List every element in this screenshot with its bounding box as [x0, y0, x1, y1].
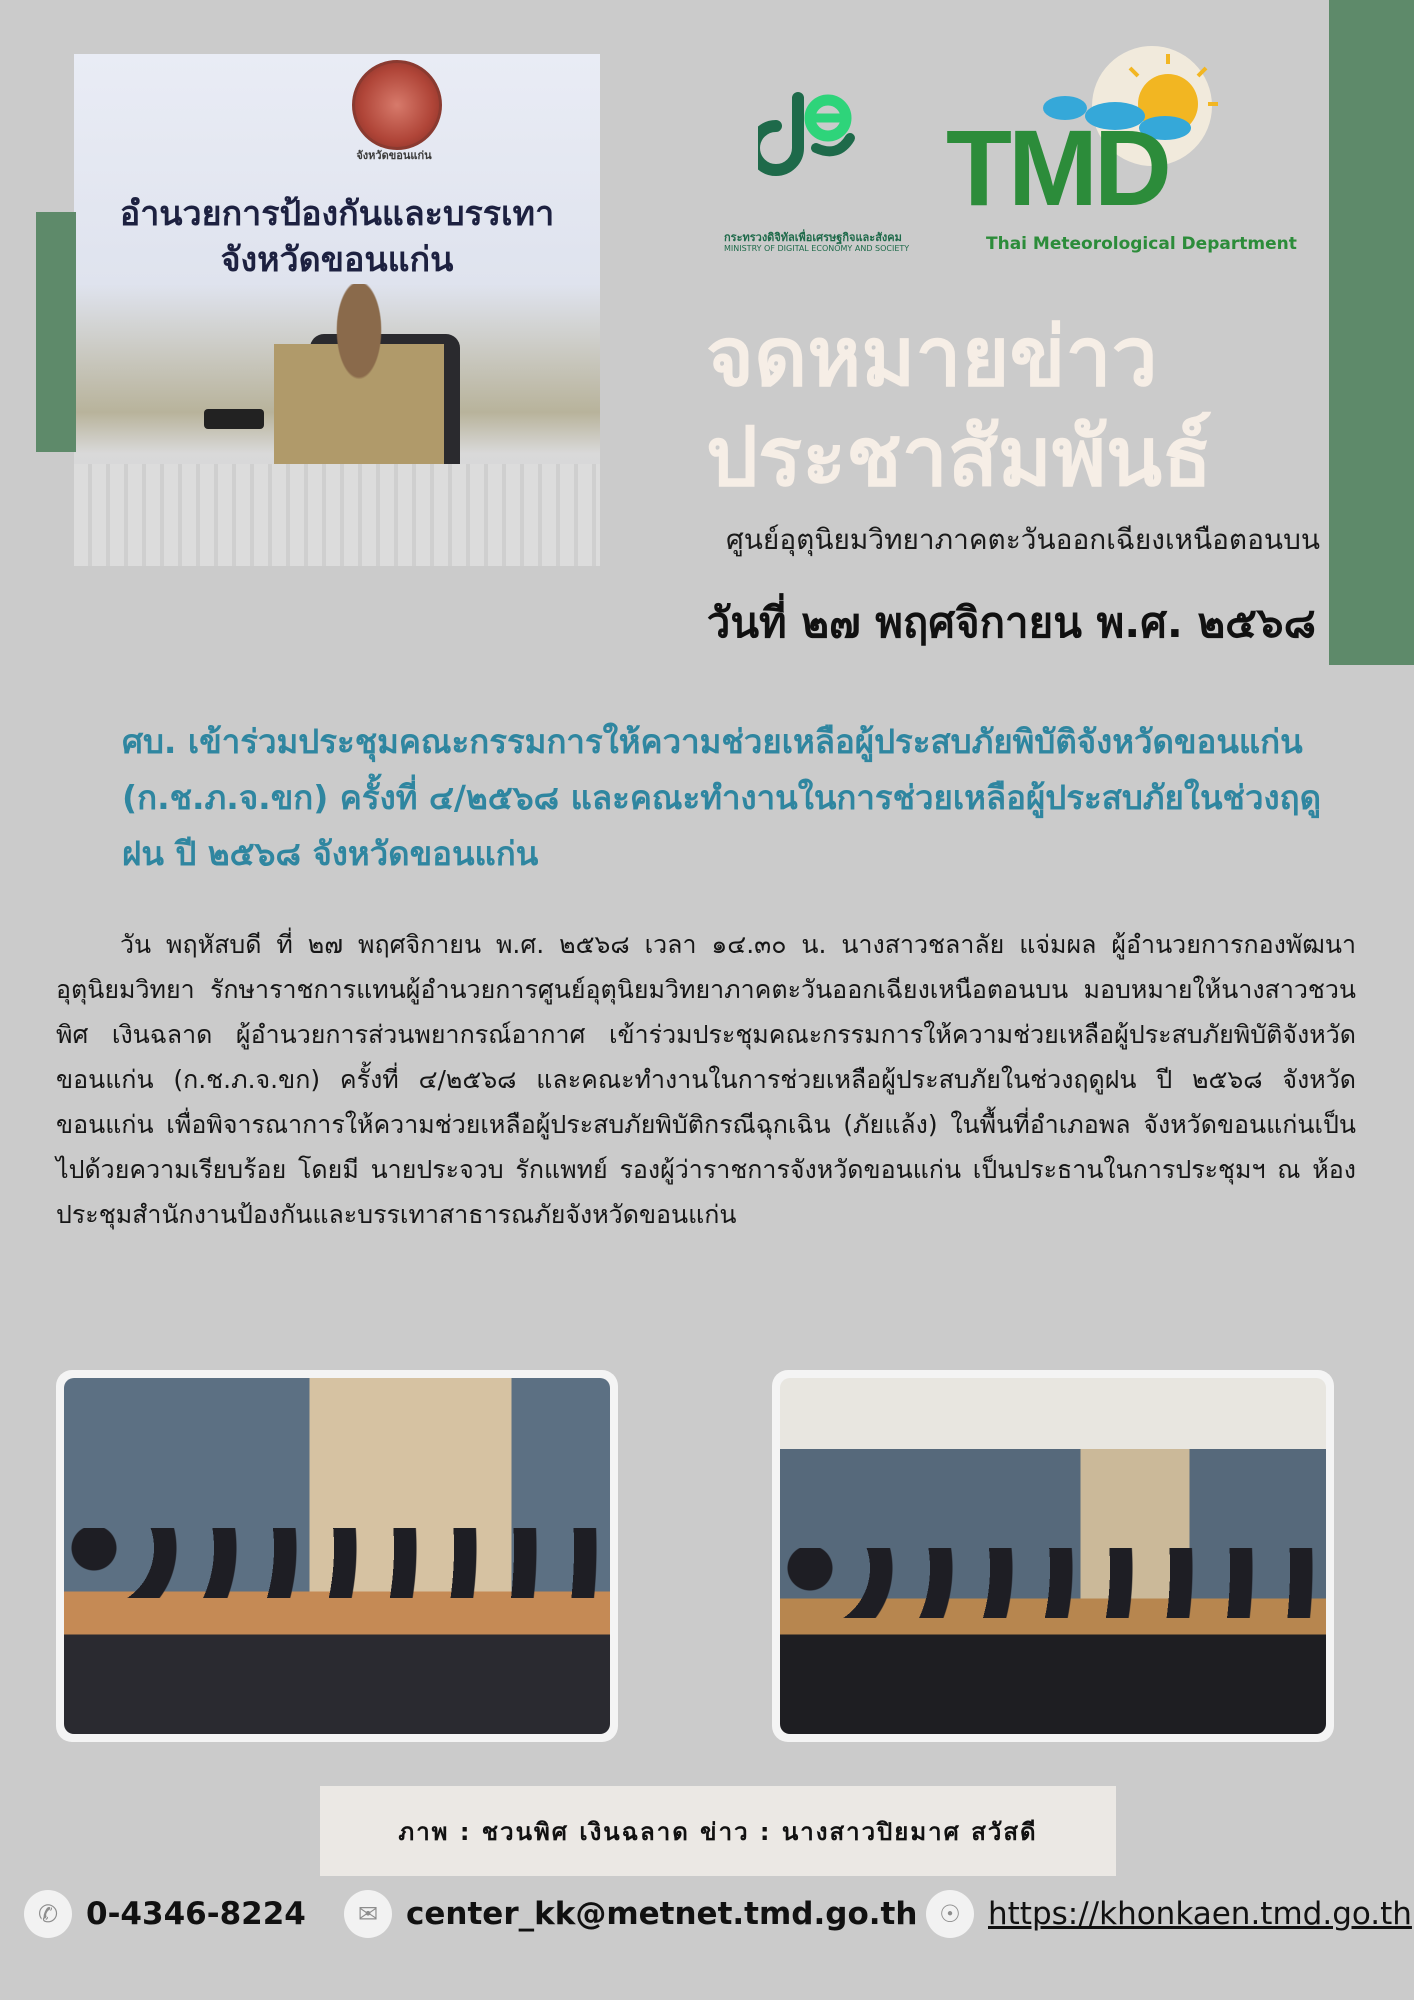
meeting-photo-2	[772, 1370, 1334, 1742]
headline-line-2: ประชาสัมพันธ์	[706, 410, 1213, 505]
ministry-name-th: กระทรวงดิจิทัลเพื่อเศรษฐกิจและสังคม	[724, 231, 902, 244]
province-seal	[352, 60, 442, 150]
ministry-name-en: MINISTRY OF DIGITAL ECONOMY AND SOCIETY	[724, 244, 910, 253]
attendees-row	[780, 1548, 1326, 1618]
tmd-wordmark: TMD	[946, 107, 1168, 228]
publication-date: วันที่ ๒๗ พฤศจิกายน พ.ศ. ๒๕๖๘	[706, 598, 1316, 647]
seal-caption: จังหวัดขอนแก่น	[356, 149, 432, 162]
headline-line-1: จดหมายข่าว	[706, 310, 1158, 405]
contact-email[interactable]	[344, 1884, 917, 1944]
article-title: ศบ. เข้าร่วมประชุมคณะกรรมการให้ความช่วยเหลือผู้ประสบภัยพิบัติจังหวัดขอนแก่น (ก.ช.ภ.จ.ขก) ครั้งที่ ๔/๒๕๖๘ และคณะทำงานในการช่วยเหลือผู้ประสบภัยในช่วงฤดูฝน ปี ๒๕๖๘ จังหวัดขอนแก่น	[122, 722, 1322, 873]
newsletter-headline	[706, 308, 1306, 508]
website-link[interactable]: https://khonkaen.tmd.go.th	[988, 1896, 1412, 1932]
attendees-row	[64, 1528, 610, 1598]
photo-banner-line-2: จังหวัดขอนแก่น	[220, 240, 454, 280]
meeting-photo-1-image	[64, 1378, 610, 1734]
center-name: ศูนย์อุตุนิยมวิทยาภาคตะวันออกเฉียงเหนือตอนบน	[726, 523, 1320, 556]
meeting-photo-1	[56, 1370, 618, 1742]
email-address: center_kk@metnet.tmd.go.th	[406, 1896, 918, 1932]
globe-icon: ☉	[926, 1890, 974, 1938]
article-body: วัน พฤหัสบดี ที่ ๒๗ พฤศจิกายน พ.ศ. ๒๕๖๘ เวลา ๑๔.๓๐ น. นางสาวชลาลัย แจ่มผล ผู้อำนวยการกองพัฒนาอุตุนิยมวิทยา รักษาราชการแทนผู้อำนวยการศูนย์อุตุนิยมวิทยาภาคตะวันออกเฉียงเหนือตอนบน มอบหมายให้นางสาวชวนพิศ เงินฉลาด ผู้อำนวยการส่วนพยากรณ์อากาศ เข้าร่วมประชุมคณะกรรมการให้ความช่วยเหลือผู้ประสบภัยพิบัติจังหวัดขอนแก่น (ก.ช.ภ.จ.ขก) ครั้งที่ ๔/๒๕๖๘ และคณะทำงานในการช่วยเหลือผู้ประสบภัยในช่วงฤดูฝน ปี ๒๕๖๘ จังหวัดขอนแก่น เพื่อพิจารณาการให้ความช่วยเหลือผู้ประสบภัยพิบัติกรณีฉุกเฉิน (ภัยแล้ง) ในพื้นที่อำเภอพล จังหวัดขอนแก่นเป็นไปด้วยความเรียบร้อย โดยมี นายประจวบ รักแพทย์ รองผู้ว่าราชการจังหวัดขอนแก่น เป็นประธานในการประชุมฯ ณ ห้องประชุมสำนักงานป้องกันและบรรเทาสาธารณภัยจังหวัดขอนแก่น	[56, 930, 1356, 1229]
meeting-photo-2-image	[780, 1378, 1326, 1734]
decorative-green-bar-right	[1329, 0, 1414, 665]
phone-number: 0-4346-8224	[86, 1896, 306, 1932]
envelope-icon: ✉	[344, 1890, 392, 1938]
tmd-full-name: Thai Meteorological Department	[986, 234, 1297, 254]
digital-economy-logo	[758, 78, 858, 178]
desk	[74, 464, 600, 566]
decorative-green-bar-left	[36, 212, 76, 452]
contact-phone[interactable]	[24, 1884, 306, 1944]
microphone	[204, 409, 264, 429]
main-meeting-photo	[74, 54, 600, 566]
contact-website[interactable]	[926, 1884, 1412, 1944]
photo-banner-line-1: อำนวยการป้องกันและบรรเทา	[119, 194, 555, 234]
phone-icon: ✆	[24, 1890, 72, 1938]
photo-news-credits: ภาพ : ชวนพิศ เงินฉลาด ข่าว : นางสาวปิยมาศ สวัสดี	[320, 1786, 1116, 1876]
